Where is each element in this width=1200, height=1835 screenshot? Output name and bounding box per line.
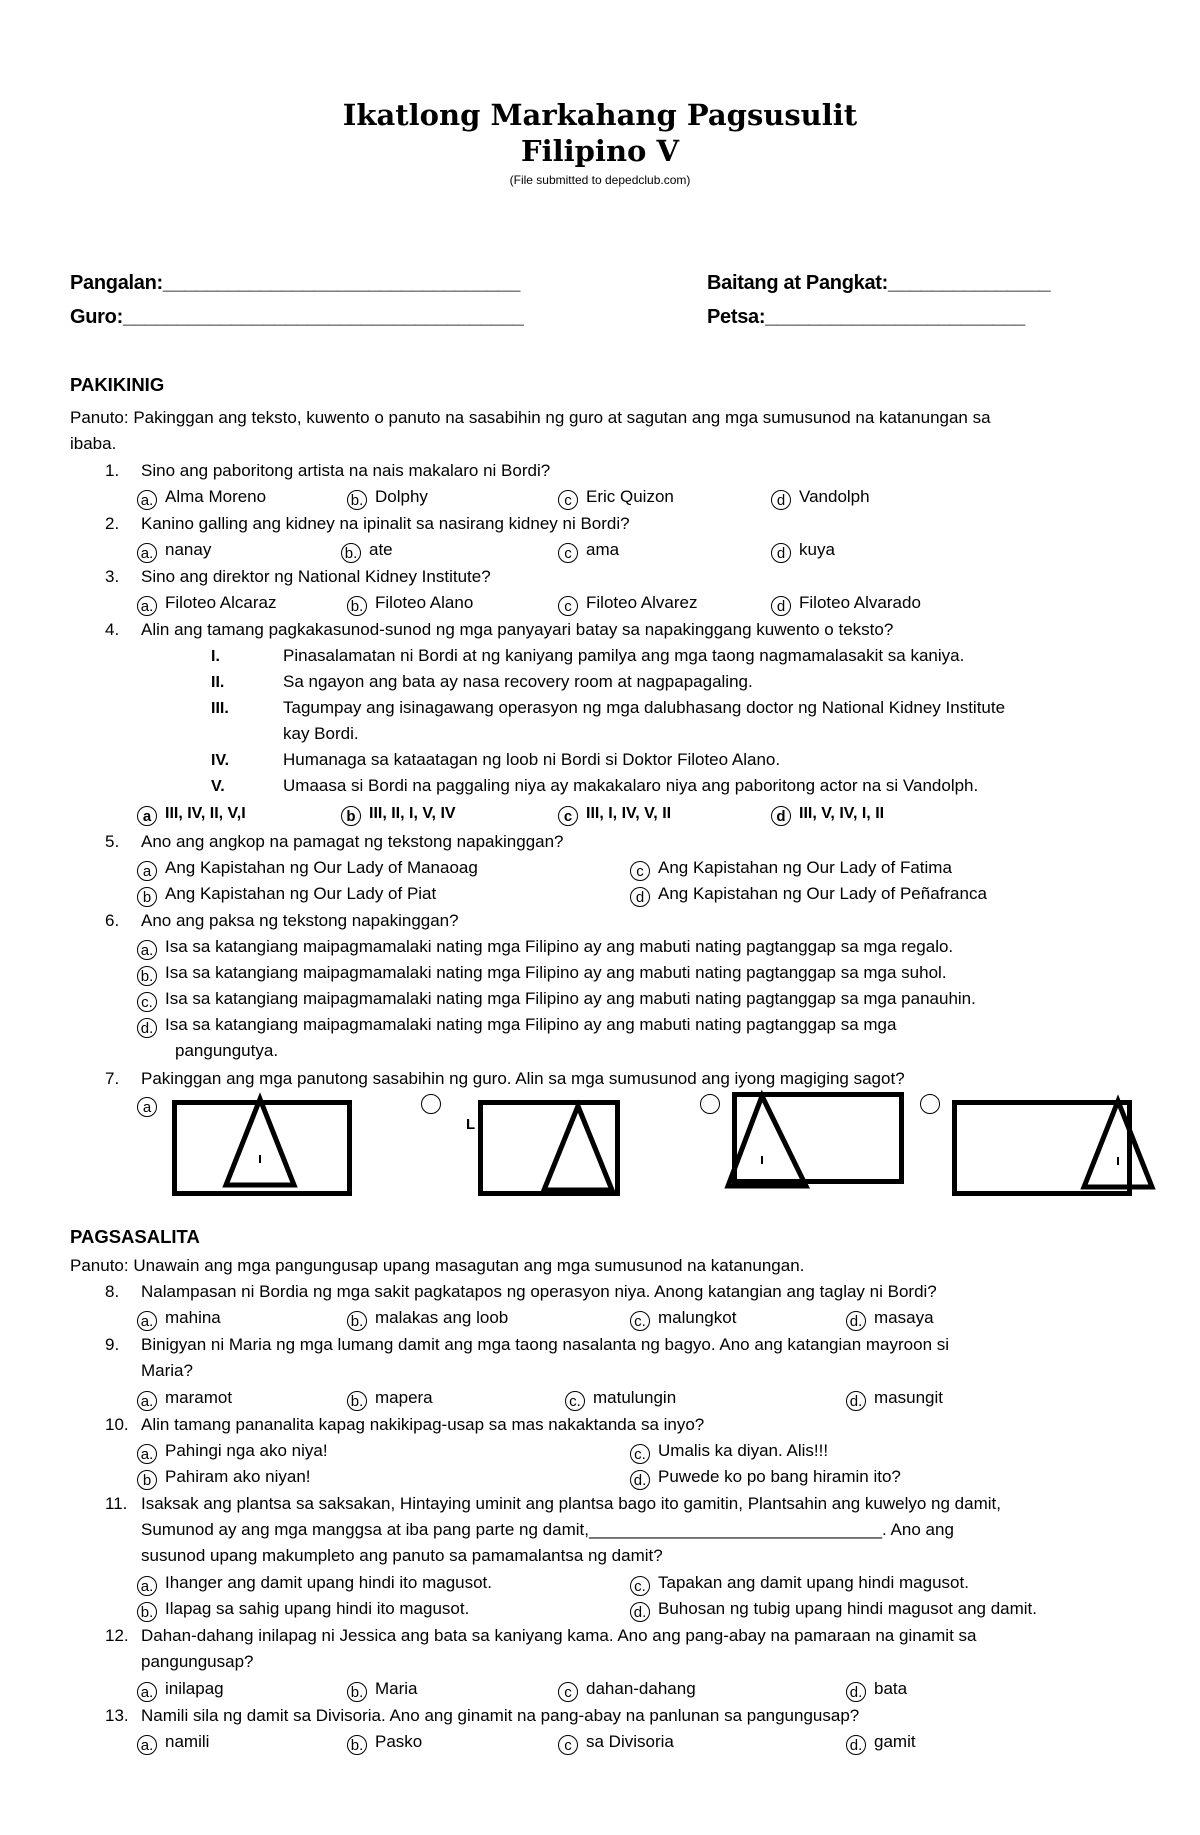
option-marker: b. <box>347 1391 367 1411</box>
option-text: Puwede ko po bang hiramin ito? <box>658 1467 901 1486</box>
option-c[interactable] <box>558 590 698 616</box>
figure-option-b-circle[interactable] <box>421 1094 441 1114</box>
option-a[interactable] <box>137 590 277 616</box>
option-marker: d. <box>137 1018 157 1038</box>
figure-option-a[interactable] <box>137 1091 165 1117</box>
figure-option-c-circle[interactable] <box>700 1094 720 1114</box>
option-text: III, IV, II, V,I <box>165 805 246 822</box>
option-text: mapera <box>375 1388 433 1407</box>
option-marker: c <box>558 490 578 510</box>
option-marker: c. <box>630 1311 650 1331</box>
event-text: Sa ngayon ang bata ay nasa recovery room at nagpapagaling. <box>283 672 753 691</box>
option-text: Ang Kapistahan ng Our Lady of Peñafranca <box>658 884 987 903</box>
option-a[interactable] <box>137 1305 221 1331</box>
option-text: Filoteo Alano <box>375 593 474 612</box>
option-text: Dolphy <box>375 487 428 506</box>
option-marker: d. <box>846 1682 866 1702</box>
option-a[interactable] <box>137 1385 232 1411</box>
option-b[interactable] <box>347 1729 422 1755</box>
option-text: Ihanger ang damit upang hindi ito magusot. <box>165 1573 493 1592</box>
figure-triangle <box>538 1102 618 1194</box>
option-c[interactable] <box>137 986 976 1012</box>
roman-numeral: V. <box>211 778 225 795</box>
event-text: Humanaga sa kataatagan ng loob ni Bordi si Doktor Filoteo Alano. <box>283 750 781 769</box>
event-text: Tagumpay ang isinagawang operasyon ng mga dalubhasang doctor ng National Kidney Institute <box>283 698 1006 717</box>
option-c[interactable] <box>630 1438 828 1464</box>
option-text: ama <box>586 540 620 559</box>
question-number: 11. <box>105 1494 128 1513</box>
option-b[interactable] <box>347 484 428 510</box>
option-marker: a. <box>137 490 157 510</box>
option-marker: d <box>771 490 791 510</box>
event-text: Umaasa si Bordi na paggaling niya ay makakalaro niya ang paboritong actor na si Vandolph. <box>283 776 979 795</box>
question-number: 7. <box>105 1069 120 1088</box>
option-marker: d <box>630 887 650 907</box>
option-text: Pahiram ako niyan! <box>165 1467 311 1486</box>
option-a[interactable] <box>137 934 953 960</box>
triangle-shape <box>226 1099 294 1185</box>
option-text: Ilapag sa sahig upang hindi ito magusot. <box>165 1599 470 1618</box>
option-b[interactable] <box>347 1305 508 1331</box>
question-number: 10. <box>105 1415 129 1434</box>
instruction-line: ibaba. <box>70 434 117 453</box>
question-text: Kanino galling ang kidney na ipinalit sa nasirang kidney ni Bordi? <box>141 514 630 533</box>
option-text: Isa sa katangiang maipagmamalaki nating mga Filipino ay ang mabuti nating pagtanggap sa mga regalo. <box>165 937 954 956</box>
option-marker: a. <box>137 1576 157 1596</box>
question-number: 6. <box>105 911 120 930</box>
option-text: III, II, I, V, IV <box>369 805 456 822</box>
option-b[interactable] <box>137 1464 311 1490</box>
question-text: Dahan-dahang inilapag ni Jessica ang bata sa kaniyang kama. Ano ang pang-abay na pamaraan na ginamit sa <box>141 1626 977 1645</box>
option-d[interactable] <box>846 1385 943 1411</box>
option-text: Pasko <box>375 1732 423 1751</box>
option-b[interactable] <box>137 1596 469 1622</box>
option-marker: b. <box>347 490 367 510</box>
question-text: Sumunod ay ang mga manggsa at iba pang parte ng damit,_______________________________. Ano ang <box>141 1520 954 1539</box>
option-b[interactable] <box>347 590 473 616</box>
option-marker: d. <box>630 1602 650 1622</box>
teacher-blank: _____________________________________ <box>122 306 524 328</box>
option-c[interactable] <box>630 1570 969 1596</box>
option-text: Ang Kapistahan ng Our Lady of Fatima <box>658 858 952 877</box>
option-text-continued: pangungutya. <box>175 1041 279 1060</box>
figure-triangle <box>722 1092 826 1192</box>
figure-triangle <box>1078 1097 1158 1191</box>
option-c[interactable] <box>558 1676 696 1702</box>
option-marker: d <box>771 543 791 563</box>
grade-field[interactable] <box>707 272 1050 295</box>
roman-numeral: II. <box>211 674 225 691</box>
option-b[interactable] <box>347 1676 418 1702</box>
option-d[interactable] <box>771 484 870 510</box>
option-a[interactable] <box>137 537 211 563</box>
option-marker: c <box>558 1735 578 1755</box>
question-text: Isaksak ang plantsa sa saksakan, Hintaying uminit ang plantsa bago ito gamitin, Plantsahin ang kuwelyo ng damit, <box>141 1494 1001 1513</box>
option-marker: b. <box>341 543 361 563</box>
option-marker: d. <box>630 1470 650 1490</box>
option-marker: a. <box>137 1735 157 1755</box>
roman-numeral: III. <box>211 700 229 717</box>
question-text: Nalampasan ni Bordia ng mga sakit pagkatapos ng operasyon niya. Anong katangian ang taglay ni Bordi? <box>141 1282 937 1301</box>
question-number: 3. <box>105 567 120 586</box>
question-number: 13. <box>105 1706 129 1725</box>
option-marker: b. <box>137 1602 157 1622</box>
option-a[interactable] <box>137 484 266 510</box>
option-marker: a. <box>137 543 157 563</box>
date-field[interactable] <box>707 306 1025 329</box>
option-marker: b <box>341 806 361 826</box>
option-text: Maria <box>375 1679 418 1698</box>
option-text: namili <box>165 1732 210 1751</box>
option-marker: a <box>137 806 157 826</box>
exam-subject: Filipino V <box>521 134 679 168</box>
option-marker: b. <box>347 596 367 616</box>
option-d[interactable] <box>846 1676 907 1702</box>
option-d[interactable] <box>137 1012 896 1038</box>
question-text: Alin ang tamang pagkakasunod-sunod ng mga panyayari batay sa napakinggang kuwento o teksto? <box>141 620 894 639</box>
option-d[interactable] <box>630 881 987 907</box>
option-text: Filoteo Alcaraz <box>165 593 277 612</box>
option-text: Filoteo Alvarez <box>586 593 698 612</box>
option-d[interactable] <box>630 1596 1037 1622</box>
date-blank: ________________________ <box>765 306 1025 328</box>
option-text: maramot <box>165 1388 233 1407</box>
teacher-field[interactable] <box>70 306 523 329</box>
option-text: mahina <box>165 1308 221 1327</box>
question-text: Namili sila ng damit sa Divisoria. Ano ang ginamit na pang-abay na panlunan sa pangungusap? <box>141 1706 860 1725</box>
option-marker: a <box>137 861 157 881</box>
option-text: matulungin <box>593 1388 677 1407</box>
option-marker: c <box>558 543 578 563</box>
option-text: Filoteo Alvarado <box>799 593 921 612</box>
option-text: Isa sa katangiang maipagmamalaki nating mga Filipino ay ang mabuti nating pagtanggap sa mga suhol. <box>165 963 947 982</box>
option-marker: d <box>771 596 791 616</box>
option-a[interactable] <box>137 1570 492 1596</box>
option-text: sa Divisoria <box>586 1732 674 1751</box>
option-c[interactable] <box>630 1305 736 1331</box>
option-marker: c <box>558 806 578 826</box>
option-marker: a. <box>137 1311 157 1331</box>
option-a[interactable] <box>137 1438 328 1464</box>
section-heading-pagsasalita: PAGSASALITA <box>70 1226 200 1247</box>
question-text: Binigyan ni Maria ng mga lumang damit ang mga taong nasalanta ng bagyo. Ano ang katangian mayroon si <box>141 1335 950 1354</box>
grade-label: Baitang at Pangkat: <box>707 272 888 294</box>
option-text: gamit <box>874 1732 916 1751</box>
figure-triangle <box>220 1095 300 1190</box>
option-text: Isa sa katangiang maipagmamalaki nating mga Filipino ay ang mabuti nating pagtanggap sa mga <box>165 1015 897 1034</box>
option-text: Ang Kapistahan ng Our Lady of Piat <box>165 884 437 903</box>
name-field[interactable] <box>70 272 520 295</box>
roman-numeral: I. <box>211 648 220 665</box>
exam-title: Ikatlong Markahang Pagsusulit <box>342 98 858 132</box>
option-a[interactable] <box>137 855 478 881</box>
option-text: Tapakan ang damit upang hindi magusot. <box>658 1573 969 1592</box>
option-d[interactable] <box>846 1305 934 1331</box>
question-text: Sino ang paboritong artista na nais makalaro ni Bordi? <box>141 461 551 480</box>
event-text: kay Bordi. <box>283 724 359 743</box>
option-marker: a. <box>137 940 157 960</box>
date-label: Petsa: <box>707 306 766 328</box>
triangle-shape <box>728 1096 806 1186</box>
option-marker: c <box>558 1682 578 1702</box>
option-marker: a. <box>137 1391 157 1411</box>
option-text: inilapag <box>165 1679 224 1698</box>
grade-blank: _______________ <box>888 272 1051 294</box>
option-c[interactable] <box>630 855 952 881</box>
option-marker: c. <box>565 1391 585 1411</box>
option-marker: a. <box>137 1444 157 1464</box>
option-d[interactable] <box>771 801 884 827</box>
name-label: Pangalan: <box>70 272 163 294</box>
option-marker: a. <box>137 1682 157 1702</box>
figure-option-d-circle[interactable] <box>920 1094 940 1114</box>
option-text: Umalis ka diyan. Alis!!! <box>658 1441 829 1460</box>
question-number: 4. <box>105 620 120 639</box>
event-text: Pinasalamatan ni Bordi at ng kaniyang pamilya ang mga taong nagmamalasakit sa kaniya. <box>283 646 965 665</box>
option-text: malakas ang loob <box>375 1308 509 1327</box>
option-marker: c. <box>630 1576 650 1596</box>
option-marker: c. <box>137 992 157 1012</box>
option-marker: b <box>137 887 157 907</box>
option-marker: b. <box>347 1682 367 1702</box>
option-marker: d. <box>846 1311 866 1331</box>
option-marker: c. <box>630 1444 650 1464</box>
option-b[interactable] <box>137 960 947 986</box>
option-b[interactable] <box>347 1385 433 1411</box>
option-b[interactable] <box>341 537 393 563</box>
option-marker: b. <box>137 966 157 986</box>
question-text: susunod upang makumpleto ang panuto sa pamamalantsa ng damit? <box>141 1546 663 1565</box>
option-text: Isa sa katangiang maipagmamalaki nating mga Filipino ay ang mabuti nating pagtanggap sa mga panauhin. <box>165 989 976 1008</box>
question-number: 1. <box>105 461 120 480</box>
option-text: masungit <box>874 1388 943 1407</box>
option-text: dahan-dahang <box>586 1679 696 1698</box>
option-marker: c <box>630 861 650 881</box>
option-marker: c <box>558 596 578 616</box>
option-marker: d. <box>846 1735 866 1755</box>
option-text: kuya <box>799 540 835 559</box>
section-heading-pakikinig: PAKIKINIG <box>70 374 165 395</box>
question-text: pangungusap? <box>141 1652 254 1671</box>
option-text: bata <box>874 1679 908 1698</box>
instruction-line: Panuto: Pakinggan ang teksto, kuwento o panuto na sasabihin ng guro at sagutan ang mga sumusunod na katanungan sa <box>70 408 991 427</box>
option-marker: d <box>771 806 791 826</box>
option-d[interactable] <box>846 1729 916 1755</box>
question-number: 5. <box>105 832 120 851</box>
triangle-shape <box>544 1106 612 1190</box>
question-text: Pakinggan ang mga panutong sasabihin ng guro. Alin sa mga sumusunod ang iyong magiging sagot? <box>141 1069 905 1088</box>
triangle-shape <box>1084 1101 1152 1187</box>
question-text: Maria? <box>141 1361 193 1380</box>
option-marker: d. <box>846 1391 866 1411</box>
option-text: ate <box>369 540 393 559</box>
option-c[interactable] <box>558 537 619 563</box>
option-c[interactable] <box>558 801 671 827</box>
option-text: Pahingi nga ako niya! <box>165 1441 328 1460</box>
option-c[interactable] <box>558 484 674 510</box>
option-text: Eric Quizon <box>586 487 674 506</box>
option-a[interactable] <box>137 801 246 827</box>
option-marker: b <box>137 1470 157 1490</box>
option-b[interactable] <box>341 801 456 827</box>
option-d[interactable] <box>771 590 921 616</box>
option-text: Alma Moreno <box>165 487 267 506</box>
option-marker: b. <box>347 1311 367 1331</box>
option-c[interactable] <box>565 1385 676 1411</box>
teacher-label: Guro: <box>70 306 123 328</box>
option-c[interactable] <box>558 1729 674 1755</box>
option-text: nanay <box>165 540 212 559</box>
option-d[interactable] <box>630 1464 901 1490</box>
option-a[interactable] <box>137 1676 224 1702</box>
name-blank: _________________________________ <box>162 272 521 294</box>
option-text: III, V, IV, I, II <box>799 805 885 822</box>
question-text: Sino ang direktor ng National Kidney Institute? <box>141 567 491 586</box>
question-text: Ano ang angkop na pamagat ng tekstong napakinggan? <box>141 832 564 851</box>
option-b[interactable] <box>137 881 436 907</box>
option-text: malungkot <box>658 1308 737 1327</box>
option-text: masaya <box>874 1308 934 1327</box>
question-number: 8. <box>105 1282 120 1301</box>
option-a[interactable] <box>137 1729 209 1755</box>
instruction-line: Panuto: Unawain ang mga pangungusap upang masagutan ang mga sumusunod na katanungan. <box>70 1256 805 1275</box>
question-number: 9. <box>105 1335 120 1354</box>
question-text: Alin tamang pananalita kapag nakikipag-usap sa mas nakaktanda sa inyo? <box>141 1415 705 1434</box>
option-marker: a. <box>137 596 157 616</box>
option-text: Buhosan ng tubig upang hindi magusot ang damit. <box>658 1599 1037 1618</box>
question-number: 12. <box>105 1626 129 1645</box>
option-d[interactable] <box>771 537 835 563</box>
option-text: Vandolph <box>799 487 870 506</box>
option-marker: a <box>137 1097 157 1117</box>
option-marker: b. <box>347 1735 367 1755</box>
option-text: III, I, IV, V, II <box>586 805 672 822</box>
figure-letter: L <box>466 1116 476 1133</box>
source-note: (File submitted to depedclub.com) <box>509 173 691 187</box>
question-text: Ano ang paksa ng tekstong napakinggan? <box>141 911 459 930</box>
option-text: Ang Kapistahan ng Our Lady of Manaoag <box>165 858 478 877</box>
question-number: 2. <box>105 514 120 533</box>
roman-numeral: IV. <box>211 752 230 769</box>
